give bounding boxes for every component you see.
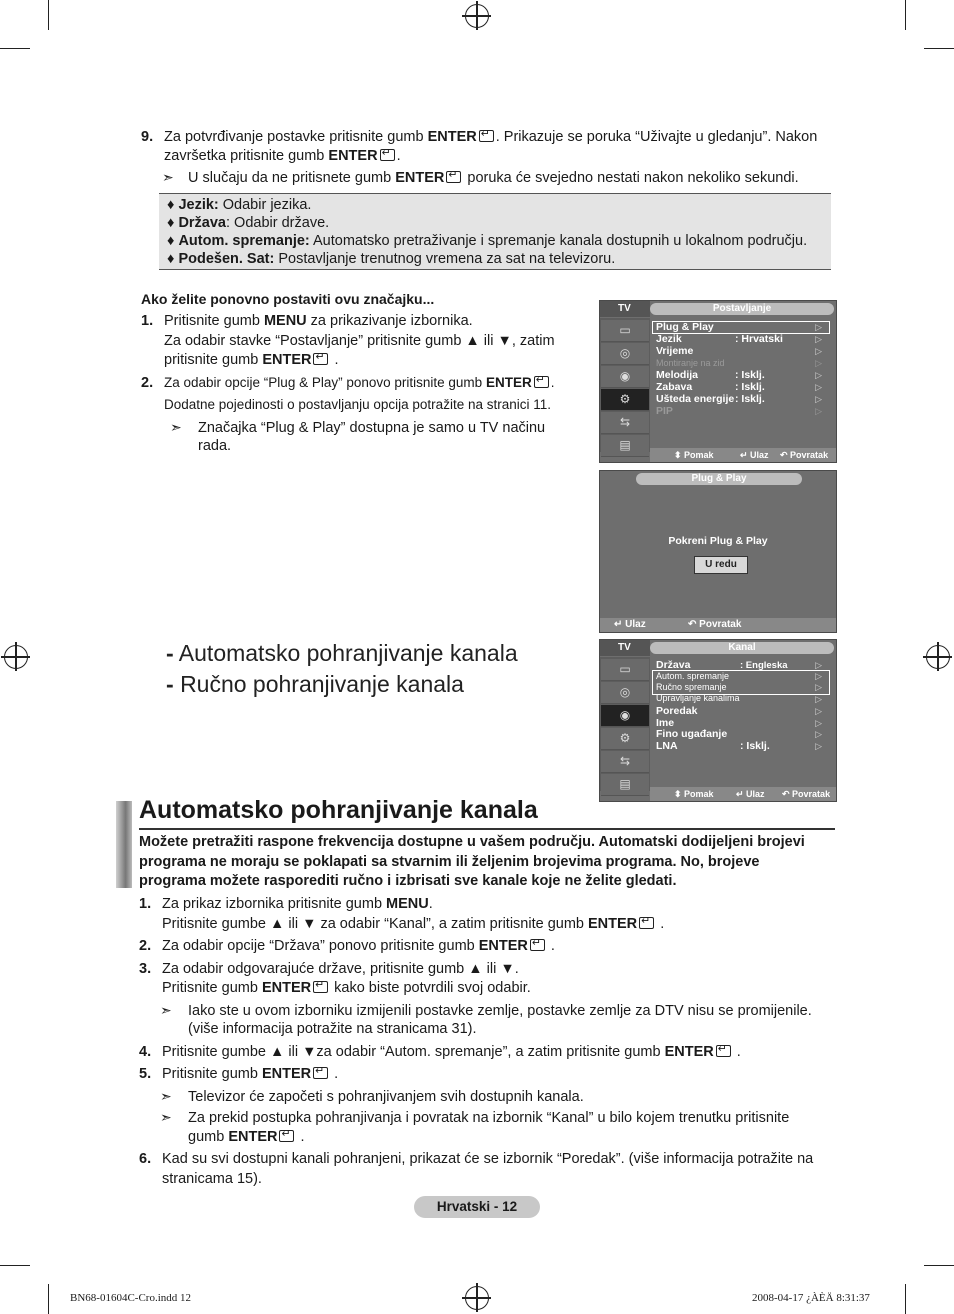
intro-line: programa ne moraju se poklapati sa stvarnim ili željenim brojevima programa. No, brojeve	[139, 854, 760, 870]
page-number-badge: Hrvatski - 12	[414, 1196, 540, 1218]
text: Za prikaz izbornika pritisnite gumb	[162, 896, 383, 912]
intro-line: programa možete rasporediti ručno i izbrisati sve kanale koje ne želite gledati.	[139, 873, 677, 889]
menu-title: Postavljanje	[650, 303, 834, 315]
step-3-line-1: Za odabir odgovarajuće države, pritisnite gumb ▲ ili ▼.	[162, 961, 519, 977]
enter-icon	[530, 939, 545, 951]
link-text: Ručno pohranjivanje kanala	[180, 671, 464, 697]
step-6-line-2: stranicama 15).	[162, 1171, 262, 1187]
enter-key-label: ENTER	[478, 938, 528, 954]
enter-icon	[313, 353, 328, 365]
tv-label: TV	[600, 301, 650, 317]
channel-icon: ◉	[601, 705, 649, 727]
enter-icon	[716, 1045, 731, 1057]
note-arrow-icon: ➣	[170, 419, 182, 435]
reset-heading: Ako želite ponovno postaviti ovu značajku...	[141, 291, 435, 307]
enter-icon	[479, 130, 494, 142]
menu-item-country[interactable]: Država	[656, 659, 691, 671]
note-arrow-icon: ➣	[160, 1088, 172, 1104]
menu-value: : Hrvatski	[735, 333, 783, 345]
step-number: 6.	[139, 1151, 152, 1167]
step-number: 2.	[141, 375, 154, 391]
reset-note-line-2: rada.	[198, 438, 232, 454]
menu-value: : Isklj.	[735, 393, 765, 405]
application-icon: ▤	[601, 774, 649, 796]
arrow-right-icon: ▷	[815, 671, 822, 681]
crop-mark	[48, 1284, 49, 1314]
enter-icon	[380, 149, 395, 161]
enter-key-label: ENTER	[588, 916, 638, 932]
text: Za odabir opcije “Plug & Play” ponovo pritisnite gumb	[164, 375, 483, 390]
info-label: Autom. spremanje:	[178, 233, 310, 249]
hint-text: Pomak	[684, 789, 714, 799]
text: gumb	[188, 1129, 225, 1145]
sound-icon: ◎	[601, 343, 649, 365]
setup-gear-icon: ⚙	[601, 389, 649, 411]
step-number: 2.	[139, 938, 152, 954]
registration-mark-icon	[926, 645, 950, 669]
dialog-title: Plug & Play	[636, 473, 802, 485]
text: . Prikazuje se poruka “Uživajte u gledanju”. Nakon	[495, 129, 818, 145]
text: Iako ste u ovom izborniku izmijenili postavke zemlje, postavke zemlje za DTV nisu se promijenile.	[188, 1003, 812, 1019]
enter-key-label: ENTER	[664, 1044, 714, 1060]
tv-menu-channel	[599, 639, 837, 802]
enter-key-label: ENTER	[328, 148, 378, 164]
enter-key-label: ENTER	[261, 1066, 312, 1082]
text: kako biste potvrdili svoj odabir.	[334, 980, 531, 996]
menu-item-lna[interactable]: LNA	[656, 740, 678, 752]
arrow-right-icon: ▷	[815, 382, 822, 392]
dialog-message: Pokreni Plug & Play	[668, 535, 768, 547]
text: za prikazivanje izbornika.	[310, 313, 473, 329]
text: Televizor će započeti s pohranjivanjem svih dostupnih kanala.	[188, 1089, 584, 1105]
info-text: Postavljanje trenutnog vremena za sat na televizoru.	[274, 251, 616, 267]
link-text: Automatsko pohranjivanje kanala	[178, 640, 518, 666]
move-hint: ⬍ Pomak	[674, 789, 714, 799]
hint-text: Ulaz	[625, 619, 646, 630]
picture-icon: ▭	[601, 320, 649, 342]
text: poruka će svejedno nestati nakon nekoliko sekundi.	[467, 170, 799, 186]
menu-item-plug-play[interactable]: Plug & Play	[656, 321, 714, 333]
menu-item-channel-manager[interactable]: Upravljanje kanalima	[656, 693, 740, 703]
step-number: 9.	[141, 129, 154, 145]
enter-icon	[534, 376, 549, 388]
text: Značajka “Plug & Play” dostupna je samo u TV načinu	[198, 420, 546, 436]
info-row: ♦ Jezik: Odabir jezika.	[167, 197, 312, 213]
menu-item-time[interactable]: Vrijeme	[656, 345, 694, 357]
input-icon: ⇆	[601, 412, 649, 434]
tv-label: TV	[600, 640, 650, 656]
text: Pritisnite gumb	[162, 1066, 258, 1082]
section-side-bar	[116, 801, 132, 888]
crop-mark	[0, 48, 30, 49]
arrow-right-icon: ▷	[815, 682, 822, 692]
crop-mark	[905, 1284, 906, 1314]
reset-note-line-1	[170, 419, 545, 436]
setup-gear-icon: ⚙	[601, 728, 649, 750]
return-hint: ↶ Povratak	[688, 619, 742, 630]
enter-icon	[313, 981, 328, 993]
menu-item-wall-mount: Montiranje na zid	[656, 358, 725, 368]
menu-footer	[650, 448, 836, 462]
arrow-right-icon: ▷	[815, 322, 822, 332]
link-auto-store[interactable]	[166, 640, 518, 667]
arrow-right-icon: ▷	[815, 741, 822, 751]
menu-key-label: MENU	[263, 313, 307, 329]
step-number: 3.	[139, 961, 152, 977]
menu-item-auto-store[interactable]: Autom. spremanje	[656, 671, 730, 681]
crop-mark	[0, 1265, 30, 1266]
menu-value: : Isklj.	[735, 381, 765, 393]
menu-sidebar	[600, 657, 650, 791]
hint-text: Pomak	[684, 450, 714, 460]
section-title: Automatsko pohranjivanje kanala	[139, 796, 538, 824]
arrow-right-icon: ▷	[815, 358, 822, 368]
step-9-line-1	[164, 129, 817, 145]
crop-mark	[924, 1265, 954, 1266]
info-label: Država	[178, 215, 226, 231]
step-3-note-2: (više informacija potražite na stranicama 31).	[188, 1021, 477, 1037]
channel-icon: ◉	[601, 366, 649, 388]
info-box	[159, 193, 831, 270]
menu-item-melody[interactable]: Melodija	[656, 369, 699, 381]
step-5-note-2	[160, 1109, 789, 1126]
tv-plug-play-dialog	[599, 470, 837, 633]
ok-button[interactable]: U redu	[694, 556, 748, 574]
arrow-right-icon: ▷	[815, 346, 822, 356]
menu-item-fine-tune[interactable]: Fino ugađanje	[656, 728, 728, 740]
dash: -	[166, 640, 174, 666]
reset-step-1-line-2: Za odabir stavke “Postavljanje” pritisnite gumb ▲ ili ▼, zatim	[164, 333, 555, 349]
registration-mark-icon	[465, 4, 489, 28]
dialog-footer	[600, 618, 836, 632]
text: završetka pritisnite gumb	[164, 148, 325, 164]
info-row: ♦ Država: Odabir države.	[167, 215, 330, 231]
menu-key-label: MENU	[386, 896, 429, 912]
step-number: 4.	[139, 1044, 152, 1060]
text: Pritisnite gumbe ▲ ili ▼za odabir “Autom. spremanje”, a zatim pritisnite gumb	[162, 1044, 661, 1060]
return-hint: ↶ Povratak	[780, 450, 829, 460]
step-2-line: Za odabir opcije “Država” ponovo pritisnite gumb ENTER↵ .	[162, 938, 555, 954]
crop-mark	[924, 48, 954, 49]
arrow-right-icon: ▷	[815, 694, 822, 704]
step-number: 5.	[139, 1066, 152, 1082]
step-1-line-1: Za prikaz izbornika pritisnite gumb MENU.	[162, 896, 433, 912]
text: Pritisnite gumb	[162, 980, 258, 996]
menu-item-manual-store[interactable]: Ručno spremanje	[656, 682, 727, 692]
menu-item-energy-saving[interactable]: Ušteda energije	[656, 393, 735, 405]
crop-mark	[48, 0, 49, 30]
registration-mark-icon	[465, 1286, 489, 1310]
hint-text: Povratak	[699, 619, 742, 630]
hint-text: Povratak	[790, 450, 829, 460]
reset-step-2-line-2: Dodatne pojedinosti o postavljanju opcija potražite na stranici 11.	[164, 397, 551, 412]
tv-menu-setup	[599, 300, 837, 463]
enter-icon	[446, 171, 461, 183]
menu-item-pip: PIP	[656, 405, 673, 417]
note-arrow-icon: ➣	[160, 1002, 172, 1018]
enter-icon	[313, 1067, 328, 1079]
hint-text: Ulaz	[750, 450, 769, 460]
info-text: : Odabir države.	[226, 215, 330, 231]
step-5-note-1	[160, 1088, 584, 1105]
reset-step-2-line-1: Za odabir opcije “Plug & Play” ponovo pritisnite gumb ENTER↵ .	[164, 375, 554, 390]
step-number: 1.	[139, 896, 152, 912]
text: Pritisnite gumb	[164, 313, 260, 329]
link-manual-store[interactable]	[166, 671, 464, 698]
text: U slučaju da ne pritisnete gumb	[188, 170, 392, 186]
info-label: Podešen. Sat:	[178, 251, 275, 267]
info-text: Odabir jezika.	[218, 197, 312, 213]
enter-icon	[639, 917, 654, 929]
menu-footer	[650, 787, 836, 801]
enter-icon	[279, 1130, 294, 1142]
enter-key-label: ENTER	[427, 129, 477, 145]
arrow-right-icon: ▷	[815, 370, 822, 380]
enter-key-label: ENTER	[485, 375, 532, 390]
menu-item-language[interactable]: Jezik	[656, 333, 682, 345]
print-date: 2008-04-17 ¿ÀÈÄ 8:31:37	[752, 1292, 870, 1304]
menu-sidebar	[600, 318, 650, 452]
menu-item-entertainment[interactable]: Zabava	[656, 381, 693, 393]
picture-icon: ▭	[601, 659, 649, 681]
enter-key-label: ENTER	[261, 980, 312, 996]
step-1-line-2: Pritisnite gumbe ▲ ili ▼ za odabir “Kanal”, a zatim pritisnite gumb ENTER↵ .	[162, 916, 664, 932]
text: Za potvrđivanje postavke pritisnite gumb	[164, 129, 424, 145]
hint-text: Povratak	[792, 789, 831, 799]
menu-item-name[interactable]: Ime	[656, 717, 675, 729]
return-hint: ↶ Povratak	[782, 789, 831, 799]
enter-hint: ↵ Ulaz	[614, 619, 646, 630]
enter-hint: ↵ Ulaz	[740, 450, 769, 460]
arrow-right-icon: ▷	[815, 718, 822, 728]
text: .	[396, 148, 401, 164]
menu-title: Kanal	[650, 642, 834, 654]
arrow-right-icon: ▷	[815, 406, 822, 416]
file-name: BN68-01604C-Cro.indd 12	[70, 1292, 191, 1304]
input-icon: ⇆	[601, 751, 649, 773]
step-number: 1.	[141, 313, 154, 329]
intro-line: Možete pretražiti raspone frekvencija dostupne u vašem području. Automatski dodijeljeni brojevi	[139, 834, 805, 850]
step-9-note	[162, 169, 799, 186]
note-arrow-icon: ➣	[162, 169, 174, 185]
step-6-line-1: Kad su svi dostupni kanali pohranjeni, prikazat će se izbornik “Poredak”. (više informacija potražite na	[162, 1151, 814, 1167]
arrow-right-icon: ▷	[815, 729, 822, 739]
arrow-right-icon: ▷	[815, 334, 822, 344]
move-hint: ⬍ Pomak	[674, 450, 714, 460]
arrow-right-icon: ▷	[815, 660, 822, 670]
sound-icon: ◎	[601, 682, 649, 704]
text: pritisnite gumb	[164, 352, 259, 368]
step-5-line: Pritisnite gumb ENTER↵ .	[162, 1066, 338, 1082]
hint-text: Ulaz	[746, 789, 765, 799]
text: Za odabir opcije “Država” ponovo pritisnite gumb	[162, 938, 475, 954]
arrow-right-icon: ▷	[815, 394, 822, 404]
menu-value: : Engleska	[740, 660, 788, 671]
info-text: Automatsko pretraživanje i spremanje kanala dostupnih u lokalnom području.	[309, 233, 808, 249]
step-5-note-3: gumb ENTER↵ .	[188, 1129, 305, 1145]
note-arrow-icon: ➣	[160, 1109, 172, 1125]
menu-value: : Isklj.	[740, 740, 770, 752]
title-rule	[139, 828, 835, 830]
reset-step-1-line-3: pritisnite gumb ENTER↵ .	[164, 352, 339, 368]
info-row: ♦ Autom. spremanje: Automatsko pretraživanje i spremanje kanala dostupnih u lokalnom području.	[167, 233, 808, 249]
menu-item-sort[interactable]: Poredak	[656, 705, 698, 717]
reset-step-1-line-1	[164, 313, 473, 329]
enter-key-label: ENTER	[228, 1129, 278, 1145]
info-label: Jezik:	[178, 197, 219, 213]
step-4-line: Pritisnite gumbe ▲ ili ▼za odabir “Autom. spremanje”, a zatim pritisnite gumb ENTER↵ .	[162, 1044, 741, 1060]
step-3-note-1	[160, 1002, 812, 1019]
text: Za prekid postupka pohranjivanja i povratak na izbornik “Kanal” u bilo kojem trenutku pritisnite	[188, 1110, 790, 1126]
step-3-line-2	[162, 980, 531, 996]
enter-hint: ↵ Ulaz	[736, 789, 765, 799]
crop-mark	[905, 0, 906, 30]
info-row: ♦ Podešen. Sat: Postavljanje trenutnog vremena za sat na televizoru.	[167, 251, 616, 267]
registration-mark-icon	[4, 645, 28, 669]
enter-key-label: ENTER	[262, 352, 312, 368]
menu-value: : Isklj.	[735, 369, 765, 381]
application-icon: ▤	[601, 435, 649, 457]
enter-key-label: ENTER	[395, 170, 445, 186]
dash: -	[166, 671, 174, 697]
step-9-line-2	[164, 148, 401, 164]
text: Pritisnite gumbe ▲ ili ▼ za odabir “Kanal”, a zatim pritisnite gumb	[162, 916, 584, 932]
arrow-right-icon: ▷	[815, 706, 822, 716]
